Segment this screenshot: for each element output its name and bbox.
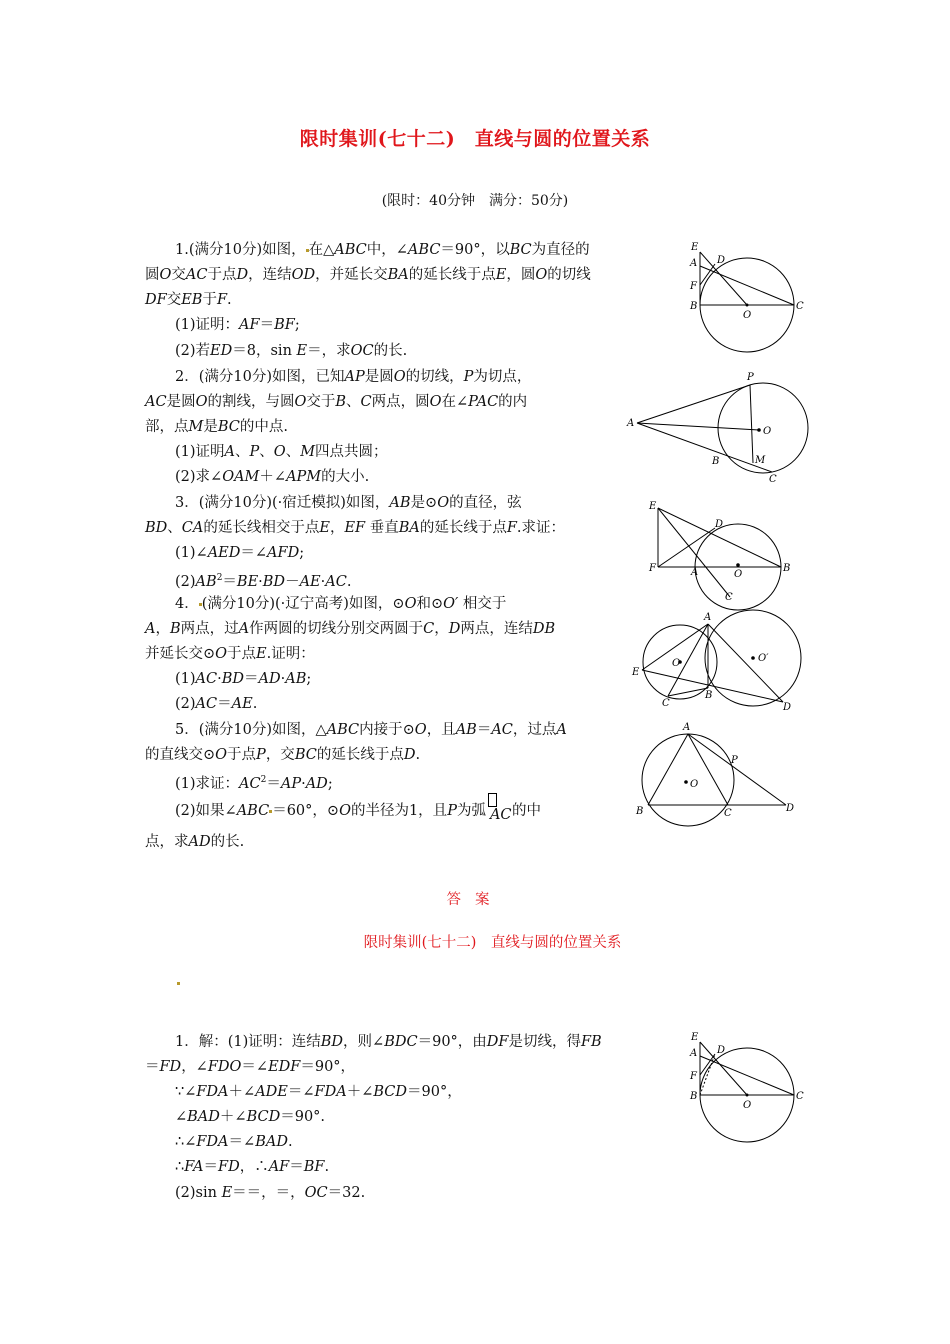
p1-line-4: (1)证明：AF＝BF; [175,317,300,333]
fig5-center-dot [684,780,688,784]
fig2-center-dot [757,428,761,432]
fig5-label-A: A [683,722,691,733]
a1-line-2: ＝FD，∠FDO＝∠EDF＝90°， [145,1059,356,1075]
figure-4 [628,606,808,718]
fig6-label-B: B [690,1091,698,1102]
fig5-circle [642,734,734,826]
fig4-label-E: E [632,667,640,678]
fig1-label-D: D [717,255,726,266]
fig3-label-O: O [734,569,743,580]
arc-ac-symbol: AC [486,801,512,821]
fig6-label-A: A [690,1048,698,1059]
fig5-label-O: O [690,779,699,790]
fig5-line-AC [688,734,728,805]
fig5-label-P: P [731,755,738,766]
fig3-label-F: F [649,563,656,574]
fig4-label-D: D [783,702,792,713]
fig5-line-AB [648,734,688,805]
a1-line-5: ∴∠FDA＝∠BAD. [175,1134,293,1150]
fig4-line-AD [708,624,783,702]
fig5-line-AD [688,734,786,805]
fig1-label-E: E [691,242,699,253]
p5-line-3: (1)求证：$AC^2=AP\cdot AD$; [175,775,333,792]
p5-line-4: (2)如果∠ABC ＝60°，⊙O的半径为1，且P为弧 AC 的中 [175,801,541,821]
fig2-label-P: P [747,372,754,383]
p2-line-2: AC是圆O的割线，与圆O交于B、C两点，圆O在∠PAC的内 [145,394,528,410]
page-title: 限时集训(七十二) 直线与圆的位置关系 [299,128,651,150]
p3-line-4: $(2)AB^2=BE\cdot BD-AE\cdot AC$. [175,573,352,590]
p5-line-1: 5．(满分10分)如图，△ABC内接于⊙O，且AB＝AC，过点A [175,722,567,738]
p2-line-4: (1)证明A、P、O、M四点共圆； [175,444,388,460]
fig4-label-Op: O′ [758,653,769,664]
figure-6 [685,1030,810,1148]
p2-line-3: 部，点M是BC的中点. [145,419,288,435]
fig1-center-dot [746,304,749,307]
fig6-label-O: O [743,1100,752,1111]
p4-line-4: (1)AC·BD＝AD·AB; [175,671,312,687]
fig3-line-EB [658,508,781,567]
t: 1.(满分10分)如图， [175,242,306,258]
a1-line-1: 1．解：(1)证明：连结BD，则∠BDC＝90°，由DF是切线，得FB [175,1034,602,1050]
fig6-label-D: D [717,1045,726,1056]
figure-1 [685,238,810,356]
fig1-label-B: B [690,301,698,312]
figure-2 [625,368,820,486]
fig3-label-E: E [649,501,657,512]
p4-line-2: A，B两点，过A作两圆的切线分别交两圆于C，D两点，连结DB [145,621,556,637]
fig3-label-C: C [725,592,733,603]
fig5-label-C: C [724,808,732,819]
p3-line-1: 3．(满分10分)(·宿迁模拟)如图，AB是⊙O的直径，弦 [175,495,522,511]
a1-line-6: ∴FA＝FD，∴AF＝BF. [175,1159,330,1175]
a1-line-4: ∠BAD＋∠BCD＝90°. [175,1109,326,1125]
p1-line-5: (2)若ED＝8，sin E＝，求OC的长. [175,343,408,359]
fig1-label-O: O [743,310,752,321]
fig4-label-C: C [662,698,670,709]
p4-line-1: 4． (满分10分)(·辽宁高考)如图，⊙O和⊙O′ 相交于 [175,596,507,612]
a1-line-3: ∵∠FDA＋∠ADE＝∠FDA＋∠BCD＝90°， [175,1084,462,1100]
p4-line-3: 并延长交⊙O于点E.证明： [145,646,315,662]
p2-line-1: 2．(满分10分)如图，已知AP是圆O的切线，P为切点， [175,369,532,385]
a1-line-7: (2)sin E＝＝，＝，OC＝32. [175,1185,366,1201]
fig5-label-D: D [786,803,795,814]
fig4-label-O: O [672,658,681,669]
fig2-label-A: A [627,418,635,429]
figure-5 [628,720,808,832]
p3-line-3: (1)∠AED＝∠AFD; [175,545,305,561]
stray-dot [177,982,180,985]
fig4-label-B: B [705,690,713,701]
fig2-line-AP [637,385,750,423]
fig3-label-A: A [691,567,699,578]
p1-line-3: DF交EB于F. [145,292,232,308]
p1-line-2: 圆O交AC于点D，连结OD，并延长交BA的延长线于点E，圆O的切线 [145,267,591,283]
fig6-center-dot [746,1094,749,1097]
fig1-label-A: A [690,258,698,269]
p4-line-5: (2)AC＝AE. [175,696,258,712]
p2-line-5: (2)求∠OAM＋∠APM的大小. [175,469,370,485]
fig2-label-M: M [755,455,766,466]
p1-line-1: 1.(满分10分)如图， 在△ABC中，∠ABC＝90°，以BC为直径的 [175,242,590,258]
p3-line-2: BD、CA的延长线相交于点E，EF 垂直BA的延长线于点F.求证： [145,520,566,536]
fig3-label-D: D [715,519,724,530]
fig2-line-AO [637,423,759,430]
figure-3 [645,496,795,603]
fig3-label-B: B [783,563,791,574]
fig2-line-PM [750,385,753,463]
fig2-label-B: B [712,456,720,467]
fig5-label-B: B [636,806,644,817]
fig4-label-A: A [704,612,712,623]
fig6-label-F: F [690,1071,697,1082]
fig1-label-C: C [796,301,804,312]
fig3-center-dot [736,563,740,567]
fig1-label-F: F [690,281,697,292]
fig3-line-FD [658,528,715,567]
p5-line-5: 点，求AD的长. [145,834,245,850]
p5-line-2: 的直线交⊙O于点P，交BC的延长线于点D. [145,747,421,763]
page-subtitle: (限时：40分钟 满分：50分) [381,193,569,209]
answer-title: 限时集训(七十二) 直线与圆的位置关系 [363,935,622,951]
fig6-label-E: E [691,1032,699,1043]
fig2-label-C: C [769,474,777,485]
fig6-line-BD-dashed [700,1054,715,1095]
fig6-label-C: C [796,1091,804,1102]
fig2-label-O: O [763,426,772,437]
answer-heading: 答案 [446,892,504,908]
fig4-center-dot-Op [751,656,755,660]
